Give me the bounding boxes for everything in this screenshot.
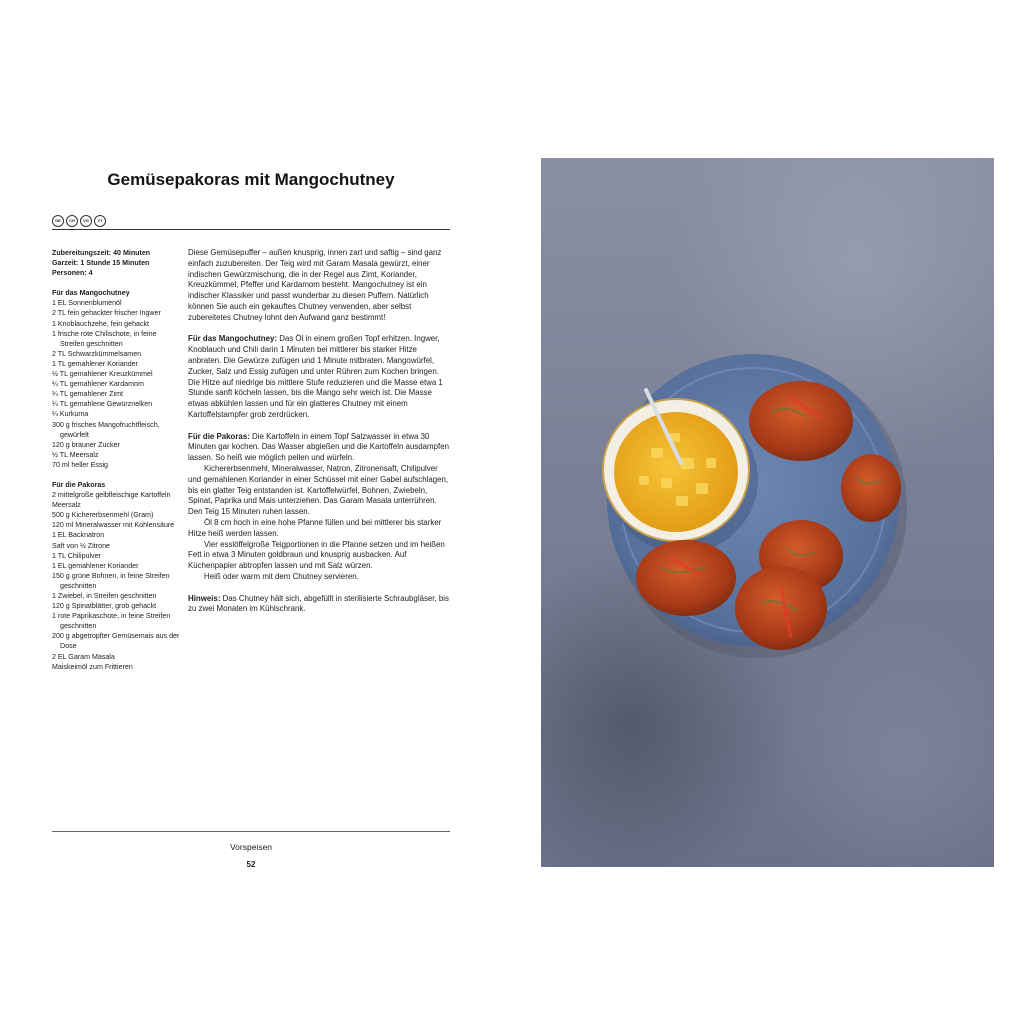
chutney-ingredients-heading: Für das Mangochutney [52, 289, 130, 298]
pakora-ingredients-heading: Für die Pakoras [52, 480, 106, 489]
ingredient-item: 1 EL Backnatron [52, 531, 105, 540]
ingredient-item: 1 TL gemahlener Koriander [52, 359, 138, 368]
pakora [636, 540, 736, 616]
ingredient-item: 1 EL gemahlener Koriander [52, 561, 139, 570]
ingredient-item: ¼ TL gemahlener Kardamom [52, 380, 144, 389]
ingredient-item: 120 g brauner Zucker [52, 440, 120, 449]
chutney-method-label: Für das Mangochutney: [188, 334, 277, 344]
pakora [841, 454, 901, 522]
chapter-name: Vorspeisen [229, 842, 273, 852]
pakora-method-step: Kichererbsenmehl, Mineralwasser, Natron, Zitronensaft, Chilipulver und gemahlenen Koriander in einer Schüssel mit einer Gabel aufschlagen, bis ein glatter Teig entstanden ist. Kartoffelwürfel, Bohnen, Zwiebeln, Spinat, Paprika und Mais unterziehen. Das Garam Masala unterrühren. Den Teig 15 Minuten ruhen lassen. [188, 463, 449, 517]
ingredient-item: ¼ Kurkuma [52, 410, 89, 419]
pakora-method [188, 432, 450, 464]
ingredient-item: ¼ TL gemahlene Gewürznelken [52, 400, 153, 409]
pakora-method-label: Für die Pakoras: [188, 431, 250, 441]
diet-vt-icon: VT [94, 215, 106, 227]
ingredient-item: ¼ TL gemahlener Zimt [52, 390, 123, 399]
hint-label: Hinweis: [188, 593, 221, 603]
diet-icons [52, 215, 106, 227]
pakora-method-step: Heiß oder warm mit dem Chutney servieren. [204, 571, 359, 581]
ingredient-item: 1 TL Chilipulver [52, 551, 101, 560]
ingredient-item: 2 EL Garam Masala [52, 652, 115, 661]
ingredient-item: 500 g Kichererbsenmehl (Gram) [52, 511, 154, 520]
ingredient-item: 1 rote Paprikaschote, in feine Streifen geschnitten [52, 612, 171, 631]
ingredient-item: 1 Zwiebel, in Streifen geschnitten [52, 592, 157, 600]
hint-text: Das Chutney hält sich, abgefüllt in sterilisierte Schraubgläser, bis zu zwei Monaten im Kühlschrank. [188, 593, 449, 614]
ingredient-item: 200 g abgetropfter Gemüsemais aus der Dose [52, 632, 180, 651]
top-divider [52, 229, 450, 230]
ingredient-item: Maiskeimöl zum Frittieren [52, 662, 133, 671]
ingredient-item: 1 frische rote Chilischote, in feine Streifen geschnitten [52, 329, 157, 348]
dish-photo [541, 158, 994, 867]
ingredients-column [52, 248, 182, 672]
ingredient-item: 2 mittelgroße gelbfleischige Kartoffeln [52, 491, 171, 500]
pakora [735, 566, 827, 650]
ingredient-item: 150 g grüne Bohnen, in feine Streifen geschnitten [52, 571, 170, 590]
servings: Personen: 4 [52, 269, 93, 278]
ingredient-item: 1 EL Sonnenblumenöl [52, 299, 122, 308]
ingredient-item: Saft von ½ Zitrone [52, 541, 110, 550]
cook-time: Garzeit: 1 Stunde 15 Minuten [52, 259, 150, 268]
chutney-ingredients-list [52, 298, 182, 470]
intro-paragraph: Diese Gemüsepuffer – außen knusprig, innen zart und saftig – sind ganz einfach zuzubereiten. Der Teig wird mit Garam Masala gewürzt, einer indischen Gewürzmischung, die in der Regel aus Zimt, Koriander, Kreuzkümmel, Pfeffer und Kardamom besteht. Mangochutney ist ein indischer Klassiker und passt wunderbar zu diesen Puffern. Natürlich können Sie auch ein gekauftes Chutney verwenden, aber selbst zubereitetes Chutney lohnt den Aufwand ganz bestimmt! [188, 248, 442, 322]
mango-chutney [614, 412, 738, 532]
pakora-method-step: Öl 8 cm hoch in eine hohe Pfanne füllen und bei mittlerer bis starker Hitze heiß werden lassen. [188, 517, 442, 538]
diet-de-icon: DE [52, 215, 64, 227]
ingredient-item: 2 TL fein gehackter frischer Ingwer [52, 309, 161, 318]
prep-time: Zubereitungszeit: 40 Minuten [52, 249, 151, 257]
ingredient-item: 2 TL Schwarzkümmelsamen [52, 349, 142, 358]
bottom-divider [52, 831, 450, 832]
ingredient-item: ½ TL Meersalz [52, 450, 99, 459]
diet-ch-icon: CH [66, 215, 78, 227]
ingredient-item: 120 ml Mineralwasser mit Kohlensäure [52, 521, 175, 530]
pakora-method-text: Die Kartoffeln in einem Topf Salzwasser in etwa 30 Minuten gar kochen. Das Wasser abgießen und die Kartoffeln ausdampfen lassen. So heiß wie möglich pellen und würfeln. [188, 431, 449, 463]
ingredient-item: 120 g Spinatblätter, grob gehackt [52, 602, 157, 611]
method-column [188, 248, 450, 615]
hint-note [188, 594, 450, 616]
dish-illustration [541, 158, 994, 867]
diet-vg-icon: VG [80, 215, 92, 227]
ingredient-item: 70 ml heller Essig [52, 460, 108, 469]
pakora [749, 381, 853, 461]
recipe-title: Gemüsepakoras mit Mangochutney [107, 170, 395, 189]
ingredient-item: Meersalz [52, 501, 81, 510]
pakora-method-step: Vier esslöffelgroße Teigportionen in die Pfanne setzen und im heißen Fett in etwa 3 Minuten goldbraun und knusprig ausbacken. Auf Küchenpapier abtropfen lassen und mit Salz würzen. [188, 539, 445, 571]
chutney-method-text: Das Öl in einem großen Topf erhitzen. Ingwer, Knoblauch und Chili darin 1 Minuten bei mittlerer bis starker Hitze anbraten. Die Gewürze zufügen und 1 Minute mitbraten. Mangowürfel, Zucker, Salz und Essig zufügen und unter Rühren zum Kochen bringen. Die Hitze auf niedrige bis mittlere Stufe reduzieren und die Masse etwa 1 Stunde sanft köcheln lassen, bis die Mango sehr weich ist. Die Masse etwas abkühlen lassen und für ein glatteres Chutney mit einem Kartoffelstampfer grob zerdrücken. [188, 334, 443, 419]
ingredient-item: 300 g frisches Mangofruchtfleisch, gewürfelt [52, 420, 160, 439]
ingredient-item: ½ TL gemahlener Kreuzkümmel [52, 370, 153, 379]
chutney-method [188, 334, 450, 420]
pakora-ingredients-list [52, 490, 182, 672]
page-number: 52 [246, 860, 256, 869]
ingredient-item: 1 Knoblauchzehe, fein gehackt [52, 319, 150, 328]
